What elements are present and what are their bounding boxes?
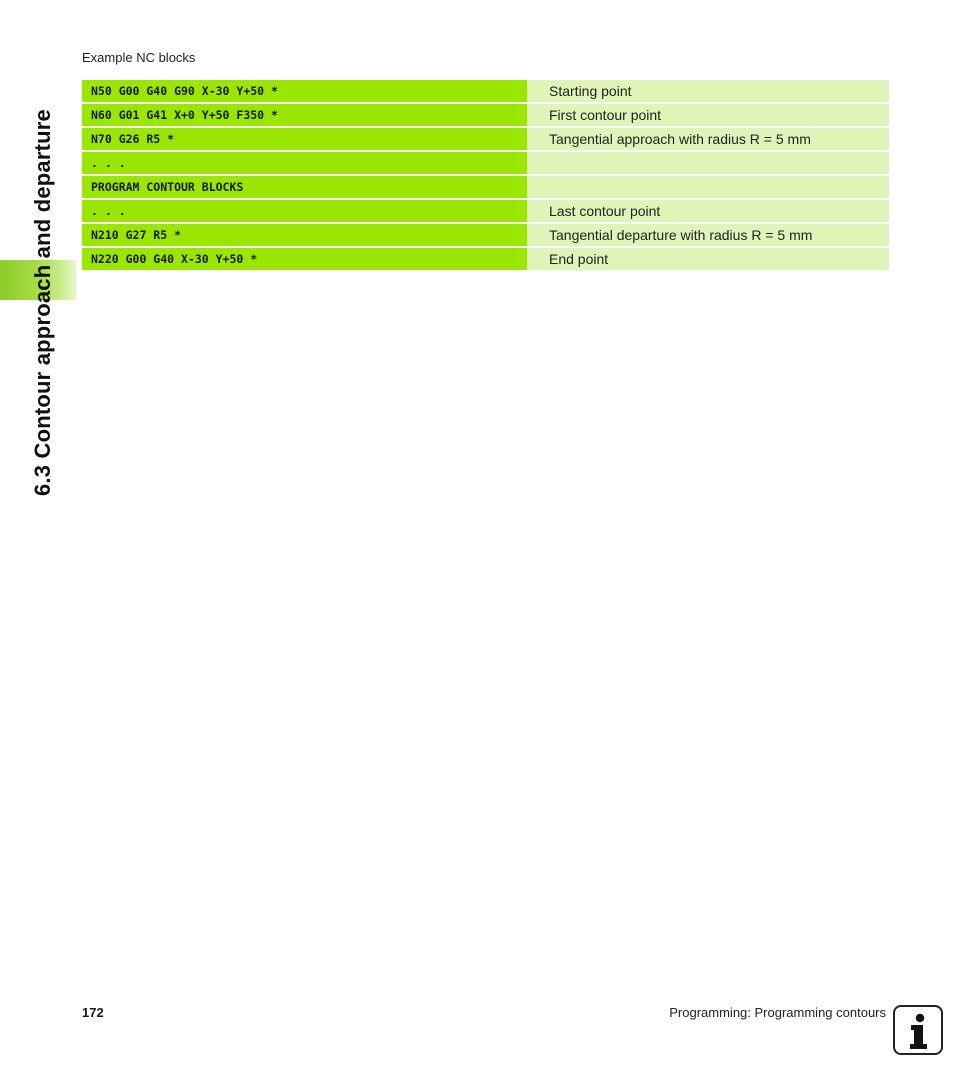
nc-code-cell: . . .: [82, 200, 527, 222]
nc-description-cell: Starting point: [527, 80, 889, 102]
nc-code-cell: N220 G00 G40 X-30 Y+50 *: [82, 248, 527, 270]
nc-code-cell: N50 G00 G40 G90 X-30 Y+50 *: [82, 80, 527, 102]
info-icon: [893, 1005, 943, 1055]
nc-description-cell: [527, 152, 889, 174]
table-row: [82, 80, 889, 102]
chapter-title-text: 6.3 Contour approach and departure: [30, 109, 55, 496]
nc-description-cell: [527, 176, 889, 198]
nc-description-cell: Last contour point: [527, 200, 889, 222]
nc-blocks-table: [82, 80, 889, 272]
nc-code-cell: N70 G26 R5 *: [82, 128, 527, 150]
nc-description-cell: First contour point: [527, 104, 889, 126]
table-row: [82, 176, 889, 198]
nc-description-cell: Tangential departure with radius R = 5 mm: [527, 224, 889, 246]
footer-section-title: Programming: Programming contours: [669, 1005, 886, 1020]
table-row: [82, 248, 889, 270]
table-row: [82, 224, 889, 246]
nc-code-cell: N210 G27 R5 *: [82, 224, 527, 246]
chapter-side-title: [28, 51, 58, 496]
nc-description-cell: End point: [527, 248, 889, 270]
table-row: [82, 128, 889, 150]
page-number: 172: [82, 1005, 104, 1020]
nc-description-cell: Tangential approach with radius R = 5 mm: [527, 128, 889, 150]
table-row: [82, 152, 889, 174]
nc-code-cell: . . .: [82, 152, 527, 174]
nc-code-cell: N60 G01 G41 X+0 Y+50 F350 *: [82, 104, 527, 126]
table-row: [82, 104, 889, 126]
example-caption: Example NC blocks: [82, 50, 196, 65]
nc-code-cell: PROGRAM CONTOUR BLOCKS: [82, 176, 527, 198]
table-row: [82, 200, 889, 222]
